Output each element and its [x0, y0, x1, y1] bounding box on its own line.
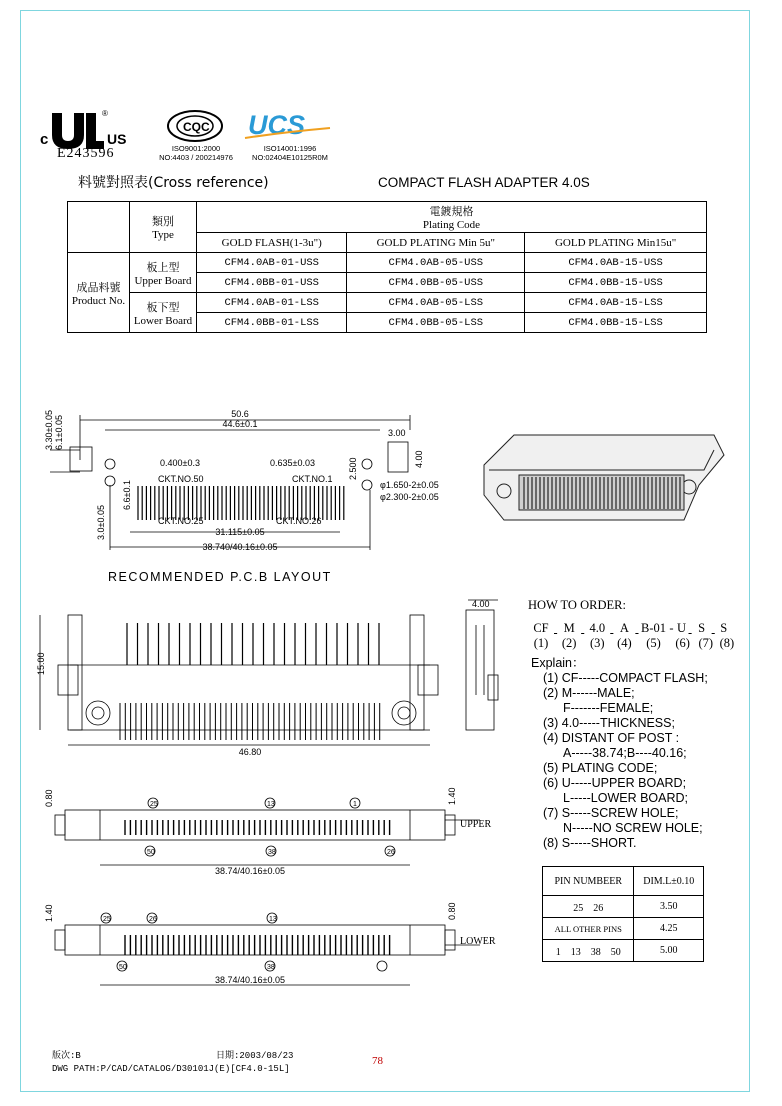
- order-codes: [528, 621, 736, 636]
- dim-pitch1: 0.400±0.3: [160, 458, 200, 468]
- dim-w4680: 46.80: [238, 747, 262, 757]
- table-cell: 4.25: [634, 918, 704, 940]
- dim-lower-080: 0.80: [447, 902, 457, 920]
- dim-d30: 3.0±0.05: [96, 505, 106, 540]
- svg-text:CQC: CQC: [183, 120, 210, 134]
- dim-h2500: 2.500: [348, 457, 358, 480]
- table-cell: 25 26: [543, 896, 634, 918]
- explain-line: (3) 4.0-----THICKNESS;: [543, 716, 675, 730]
- table-cell: CFM4.0BB-15-LSS: [525, 313, 707, 333]
- dim-pitch2: 0.635±0.03: [270, 458, 315, 468]
- dim-hole2: φ2.300-2±0.05: [380, 492, 439, 502]
- product-no-header: 成品料號 Product No.: [68, 253, 130, 333]
- side-view-drawing: [458, 595, 518, 745]
- order-code: S: [698, 621, 706, 635]
- dim-h4: 4.00: [414, 450, 424, 468]
- upper-label: UPPER: [460, 819, 492, 830]
- pin-lower-13: 13: [269, 916, 277, 923]
- order-code: U: [676, 621, 687, 635]
- order-code: B-01: [641, 621, 666, 635]
- ucs-line1: ISO14001:1996: [263, 144, 317, 153]
- pin-lower-26: 26: [149, 916, 157, 923]
- explain-line: L-----LOWER BOARD;: [563, 791, 688, 805]
- label-ckt1: CKT.NO.1: [292, 474, 333, 484]
- plating-col-3: GOLD PLATING Min15u": [525, 233, 707, 253]
- cross-reference-heading: 料號對照表(Cross reference): [78, 175, 269, 191]
- table-cell: CFM4.0BB-01-LSS: [197, 313, 347, 333]
- page-number: 78: [372, 1055, 383, 1067]
- table-cell: CFM4.0BB-05-LSS: [347, 313, 525, 333]
- ucs-line2: NO:02404E10125R0M: [252, 153, 328, 162]
- dim-h-left: 3.30±0.05: [44, 410, 54, 450]
- pcb-layout-label: RECOMMENDED P.C.B LAYOUT: [108, 570, 332, 584]
- order-index: (1): [533, 636, 549, 650]
- how-to-order: [528, 598, 736, 651]
- dim-hole1: φ1.650-2±0.05: [380, 480, 439, 490]
- order-code: 4.0: [589, 621, 606, 635]
- table-corner: [68, 202, 130, 253]
- order-index: (6): [675, 636, 690, 650]
- table-cell: CFM4.0AB-05-LSS: [347, 293, 525, 313]
- pin-lower-38: 38: [267, 964, 275, 971]
- order-index: (8): [719, 636, 735, 650]
- dim-width-total: 50.6: [231, 409, 249, 419]
- table-cell: CFM4.0AB-01-USS: [197, 253, 347, 273]
- order-index: (3): [589, 636, 605, 650]
- cqc-line2: NO:4403 / 200214976: [159, 153, 233, 162]
- dim-h15: 15.00: [36, 652, 46, 675]
- table-cell: 1 13 38 50: [543, 940, 634, 962]
- plating-col-2: GOLD PLATING Min 5u": [347, 233, 525, 253]
- dim-h-left2: 6.1±0.05: [54, 415, 64, 450]
- upper-view-drawing: [40, 785, 500, 875]
- footer-date: 日期:2003/08/23: [216, 1051, 294, 1061]
- table-cell: CFM4.0BB-15-USS: [525, 273, 707, 293]
- table-cell: CFM4.0AB-01-LSS: [197, 293, 347, 313]
- order-code: CF: [533, 621, 549, 635]
- order-index: (2): [561, 636, 577, 650]
- table-cell: 3.50: [634, 896, 704, 918]
- plating-header: 電鍍規格 Plating Code: [197, 202, 707, 233]
- order-separator: -: [669, 621, 674, 635]
- pcb-layout-drawing: [30, 390, 470, 590]
- front-view-drawing: [30, 595, 450, 765]
- order-index: (7): [698, 636, 714, 650]
- explain-line: (7) S-----SCREW HOLE;: [543, 806, 679, 820]
- order-code: M: [563, 621, 575, 635]
- lower-label: LOWER: [460, 936, 496, 947]
- ul-file-number: E243596: [57, 146, 115, 161]
- order-code: A: [619, 621, 629, 635]
- pin-dim-table: [542, 866, 704, 962]
- explain-line: (8) S-----SHORT.: [543, 836, 637, 850]
- dim-upper-140: 1.40: [447, 787, 457, 805]
- dim-lower-length: 38.74/40.16±0.05: [214, 975, 286, 985]
- pin-table-header: PIN NUMBEER: [543, 867, 634, 896]
- label-ckt26: CKT.NO.26: [276, 516, 322, 526]
- cqc-line1: ISO9001:2000: [171, 144, 221, 153]
- ul-us-text: US: [107, 131, 127, 147]
- table-cell: 5.00: [634, 940, 704, 962]
- pin-table-header: DIM.L±0.10: [634, 867, 704, 896]
- explain-line: (2) M------MALE;: [543, 686, 635, 700]
- dim-d31: 31.115±0.05: [215, 527, 265, 537]
- explain-line: (4) DISTANT OF POST :: [543, 731, 680, 745]
- lower-view-drawing: [40, 900, 500, 995]
- label-ckt25: CKT.NO.25: [158, 516, 204, 526]
- connector-3d-image: [474, 425, 734, 530]
- svg-text:UCS: UCS: [248, 110, 306, 140]
- pin-upper-13: 13: [267, 801, 275, 808]
- pin-upper-26: 26: [387, 849, 395, 856]
- dim-w3: 3.00: [388, 428, 406, 438]
- plating-col-1: GOLD FLASH(1-3u"): [197, 233, 347, 253]
- type-header: 類別 Type: [130, 202, 197, 253]
- dim-side-w: 4.00: [472, 599, 490, 609]
- dim-inner: 44.6±0.1: [222, 419, 258, 429]
- pin-upper-38: 38: [268, 849, 276, 856]
- explain-line: (1) CF-----COMPACT FLASH;: [543, 671, 708, 685]
- pin-upper-50: 50: [147, 849, 155, 856]
- table-cell: ALL OTHER PINS: [543, 918, 634, 940]
- how-to-order-title: HOW TO ORDER:: [528, 598, 626, 612]
- pin-upper-1: 1: [353, 801, 357, 808]
- dim-d66: 6.6±0.1: [122, 480, 132, 510]
- type-lower: 板下型 Lower Board: [130, 293, 197, 333]
- table-cell: CFM4.0BB-05-USS: [347, 273, 525, 293]
- table-cell: CFM4.0BB-01-USS: [197, 273, 347, 293]
- footer-path: DWG PATH:P/CAD/CATALOG/D30101J(E)[CF4.0-15L]: [52, 1064, 290, 1074]
- table-cell: CFM4.0AB-05-USS: [347, 253, 525, 273]
- order-index: (4): [617, 636, 632, 650]
- pin-upper-25: 25: [150, 801, 158, 808]
- order-code: S: [720, 621, 728, 635]
- dim-upper-080: 0.80: [44, 789, 54, 807]
- ul-c-text: c: [40, 131, 49, 148]
- table-cell: CFM4.0AB-15-LSS: [525, 293, 707, 313]
- label-ckt50: CKT.NO.50: [158, 474, 204, 484]
- order-index: (5): [646, 636, 661, 650]
- svg-text:®: ®: [102, 109, 108, 118]
- explain-title: Explain：: [531, 656, 585, 670]
- explain-block: [531, 656, 708, 851]
- cross-reference-table: [67, 201, 707, 333]
- pin-lower-25: 25: [103, 916, 111, 923]
- dim-upper-length: 38.74/40.16±0.05: [214, 866, 286, 875]
- table-cell: CFM4.0AB-15-USS: [525, 253, 707, 273]
- explain-line: (5) PLATING CODE;: [543, 761, 658, 775]
- footer-version: 版次:B: [52, 1051, 81, 1061]
- explain-line: F-------FEMALE;: [563, 701, 654, 715]
- explain-line: N-----NO SCREW HOLE;: [563, 821, 703, 835]
- dim-d38: 38.740/40.16±0.05: [202, 542, 278, 552]
- dim-lower-140: 1.40: [44, 904, 54, 922]
- type-upper: 板上型 Upper Board: [130, 253, 197, 293]
- pin-lower-50: 50: [119, 964, 127, 971]
- page-title: COMPACT FLASH ADAPTER 4.0S: [378, 175, 590, 190]
- explain-line: (6) U-----UPPER BOARD;: [543, 776, 687, 790]
- explain-line: A-----38.74;B----40.16;: [563, 746, 687, 760]
- order-indices: [528, 636, 736, 651]
